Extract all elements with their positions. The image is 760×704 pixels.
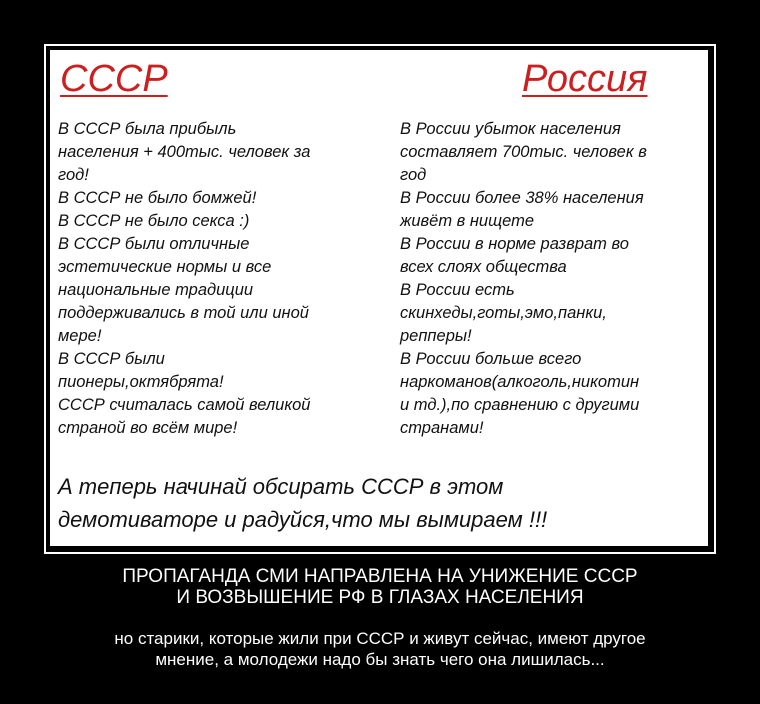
poster-caption-subtitle (0, 628, 760, 670)
ussr-line: страной во всём мире! (58, 419, 238, 437)
caption-sub-line-2: мнение, а молодежи надо бы знать чего она лишилась... (155, 650, 605, 669)
bottom-statement (58, 470, 703, 536)
russia-line: В России есть (400, 281, 515, 299)
ussr-line: В СССР не было бомжей! (58, 189, 257, 207)
ussr-column (58, 118, 374, 440)
ussr-line: мере! (58, 327, 102, 345)
comparison-panel (50, 50, 708, 546)
poster-caption-title (0, 566, 760, 608)
russia-line: год (400, 166, 427, 184)
russia-line: наркоманов(алкоголь,никотин (400, 373, 640, 391)
ussr-line: СССР считалась самой великой (58, 396, 311, 414)
ussr-heading: СССР (60, 58, 168, 100)
russia-line: В России более 38% населения (400, 189, 644, 207)
ussr-line: В СССР были отличные (58, 235, 250, 253)
russia-line: живёт в нищете (400, 212, 535, 230)
russia-line: странами! (400, 419, 484, 437)
russia-line: В России в норме разврат во (400, 235, 629, 253)
russia-line: и тд.),по сравнению с другими (400, 396, 640, 414)
caption-title-line-2: И ВОЗВЫШЕНИЕ РФ В ГЛАЗАХ НАСЕЛЕНИЯ (176, 587, 584, 608)
ussr-line: пионеры,октябрята! (58, 373, 224, 391)
russia-line: репперы! (400, 327, 472, 345)
ussr-line: В СССР не было секса :) (58, 212, 250, 230)
caption-sub-line-1: но старики, которые жили при СССР и живут сейчас, имеют другое (114, 629, 646, 648)
ussr-line: год! (58, 166, 89, 184)
bottom-line-1: А теперь начинай обсирать СССР в этом (58, 474, 504, 499)
ussr-line: В СССР была прибыль (58, 120, 237, 138)
caption-title-line-1: ПРОПАГАНДА СМИ НАПРАВЛЕНА НА УНИЖЕНИЕ СССР (122, 566, 638, 587)
russia-heading: Россия (522, 58, 648, 100)
ussr-line: В СССР были (58, 350, 165, 368)
ussr-line: населения + 400тыс. человек за (58, 143, 311, 161)
russia-line: скинхеды,готы,эмо,панки, (400, 304, 607, 322)
ussr-line: поддерживались в той или иной (58, 304, 309, 322)
russia-line: составляет 700тыс. человек в (400, 143, 647, 161)
ussr-line: национальные традиции (58, 281, 254, 299)
bottom-line-2: демотиваторе и радуйся,что мы вымираем !!! (58, 507, 548, 532)
russia-line: В России убыток населения (400, 120, 621, 138)
russia-line: всех слоях общества (400, 258, 567, 276)
russia-column (400, 118, 705, 440)
ussr-line: эстетические нормы и все (58, 258, 272, 276)
russia-line: В России больше всего (400, 350, 582, 368)
